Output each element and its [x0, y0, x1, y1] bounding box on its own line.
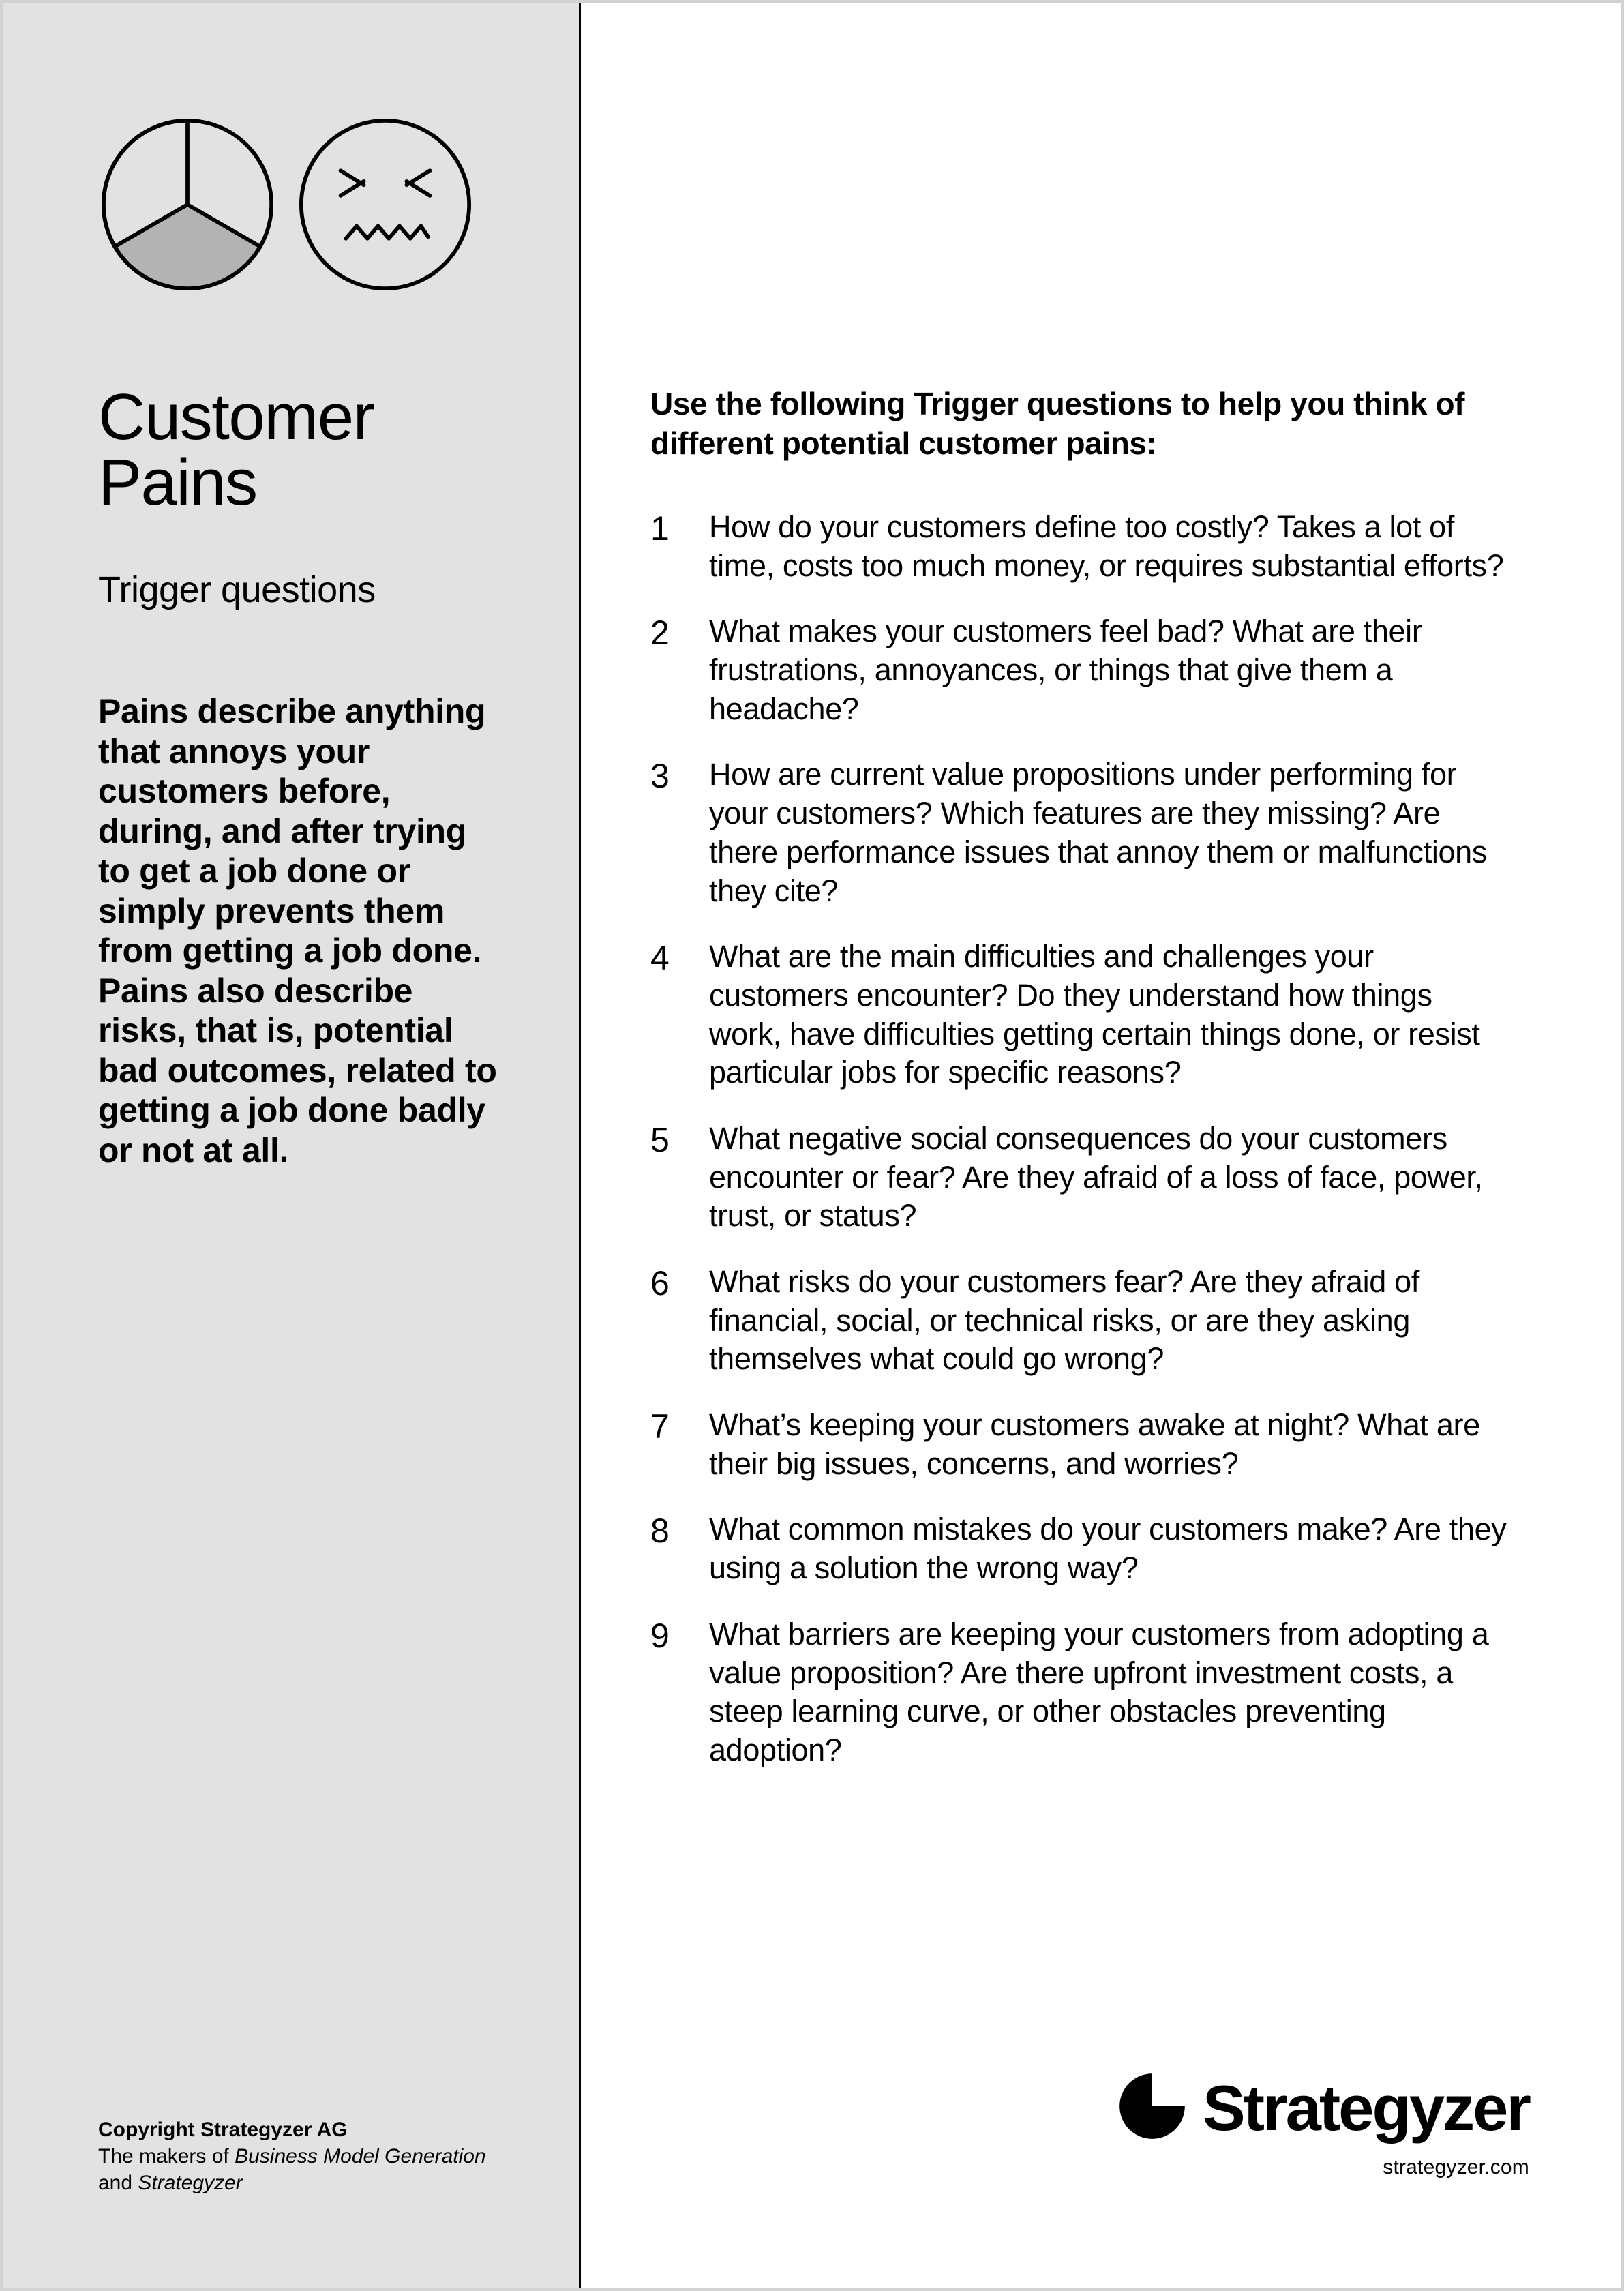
- list-item: [650, 1406, 1509, 1483]
- list-item: [650, 1615, 1509, 1770]
- question-text: What are the main difficulties and challenges your customers encounter? Do they understand how things work, have difficulties getting certain things done, or resist particular jobs for specific reasons?: [709, 939, 1480, 1090]
- list-item: [650, 508, 1509, 585]
- copyright-line: Copyright Strategyzer AG: [98, 2118, 348, 2141]
- page-title: [98, 380, 535, 519]
- sidebar: [3, 3, 579, 2288]
- frustrated-face-icon: [296, 115, 475, 297]
- question-number: 6: [650, 1264, 670, 1302]
- question-text: What makes your customers feel bad? What are their frustrations, annoyances, or things that give them a headache?: [709, 614, 1422, 726]
- vertical-divider: [579, 3, 581, 2288]
- list-item: [650, 1510, 1509, 1587]
- list-item: [650, 938, 1509, 1092]
- footer-credits: [98, 2116, 521, 2196]
- question-number: 5: [650, 1120, 670, 1159]
- icon-group: [98, 115, 475, 297]
- trigger-questions-list: [650, 508, 1509, 1770]
- makers-title-2: Strategyzer: [138, 2172, 243, 2194]
- question-text: How are current value propositions under performing for your customers? Which features are they missing? Are there performance issues that annoy them or malfunctions they cite?: [709, 757, 1487, 908]
- list-item: [650, 612, 1509, 728]
- question-text: What barriers are keeping your customers from adopting a value proposition? Are there upfront investment costs, a steep learning curve, or other obstacles preventing adoption?: [709, 1616, 1489, 1767]
- question-number: 9: [650, 1616, 670, 1655]
- page-title-line2: Pains: [98, 446, 257, 519]
- question-text: What negative social consequences do your customers encounter or fear? Are they afraid of a loss of face, power, trust, or status?: [709, 1120, 1483, 1233]
- definition-text: Pains describe anything that annoys your customers before, during, and after trying to get a job done or simply prevents them from getting a job done. Pains also describe risks, that is, potential bad outcomes, related to getting a job done badly or not at all.: [98, 692, 497, 1169]
- question-number: 4: [650, 939, 670, 978]
- makers-line: [98, 2143, 521, 2196]
- list-item: [650, 755, 1509, 910]
- question-text: What risks do your customers fear? Are they afraid of financial, social, or technical risks, or are they asking themselves what could go wrong?: [709, 1264, 1419, 1377]
- question-text: What’s keeping your customers awake at night? What are their big issues, concerns, and worries?: [709, 1407, 1480, 1481]
- question-text: How do your customers define too costly? Takes a lot of time, costs too much money, or requires substantial efforts?: [709, 509, 1504, 583]
- question-number: 1: [650, 509, 670, 548]
- page-subtitle: Trigger questions: [98, 569, 376, 610]
- brand-name: Strategyzer: [1203, 2071, 1529, 2144]
- list-item: [650, 1263, 1509, 1379]
- question-number: 2: [650, 614, 670, 653]
- brand-row: [1117, 2071, 1529, 2145]
- question-number: 3: [650, 757, 670, 796]
- makers-title-1: Business Model Generation: [235, 2145, 486, 2168]
- brand-block: [1117, 2071, 1529, 2179]
- page-title-line1: Customer: [98, 380, 374, 453]
- strategyzer-logo-icon: [1117, 2071, 1188, 2145]
- question-number: 8: [650, 1512, 670, 1551]
- makers-mid: and: [98, 2172, 138, 2194]
- intro-text: Use the following Trigger questions to help you think of different potential customer pains:: [650, 386, 1465, 461]
- makers-prefix: The makers of: [98, 2145, 235, 2168]
- main-content: [650, 385, 1509, 1797]
- pie-chart-icon: [98, 115, 277, 297]
- question-number: 7: [650, 1407, 670, 1446]
- list-item: [650, 1120, 1509, 1236]
- brand-url[interactable]: strategyzer.com: [1383, 2156, 1529, 2178]
- question-text: What common mistakes do your customers make? Are they using a solution the wrong way?: [709, 1512, 1507, 1586]
